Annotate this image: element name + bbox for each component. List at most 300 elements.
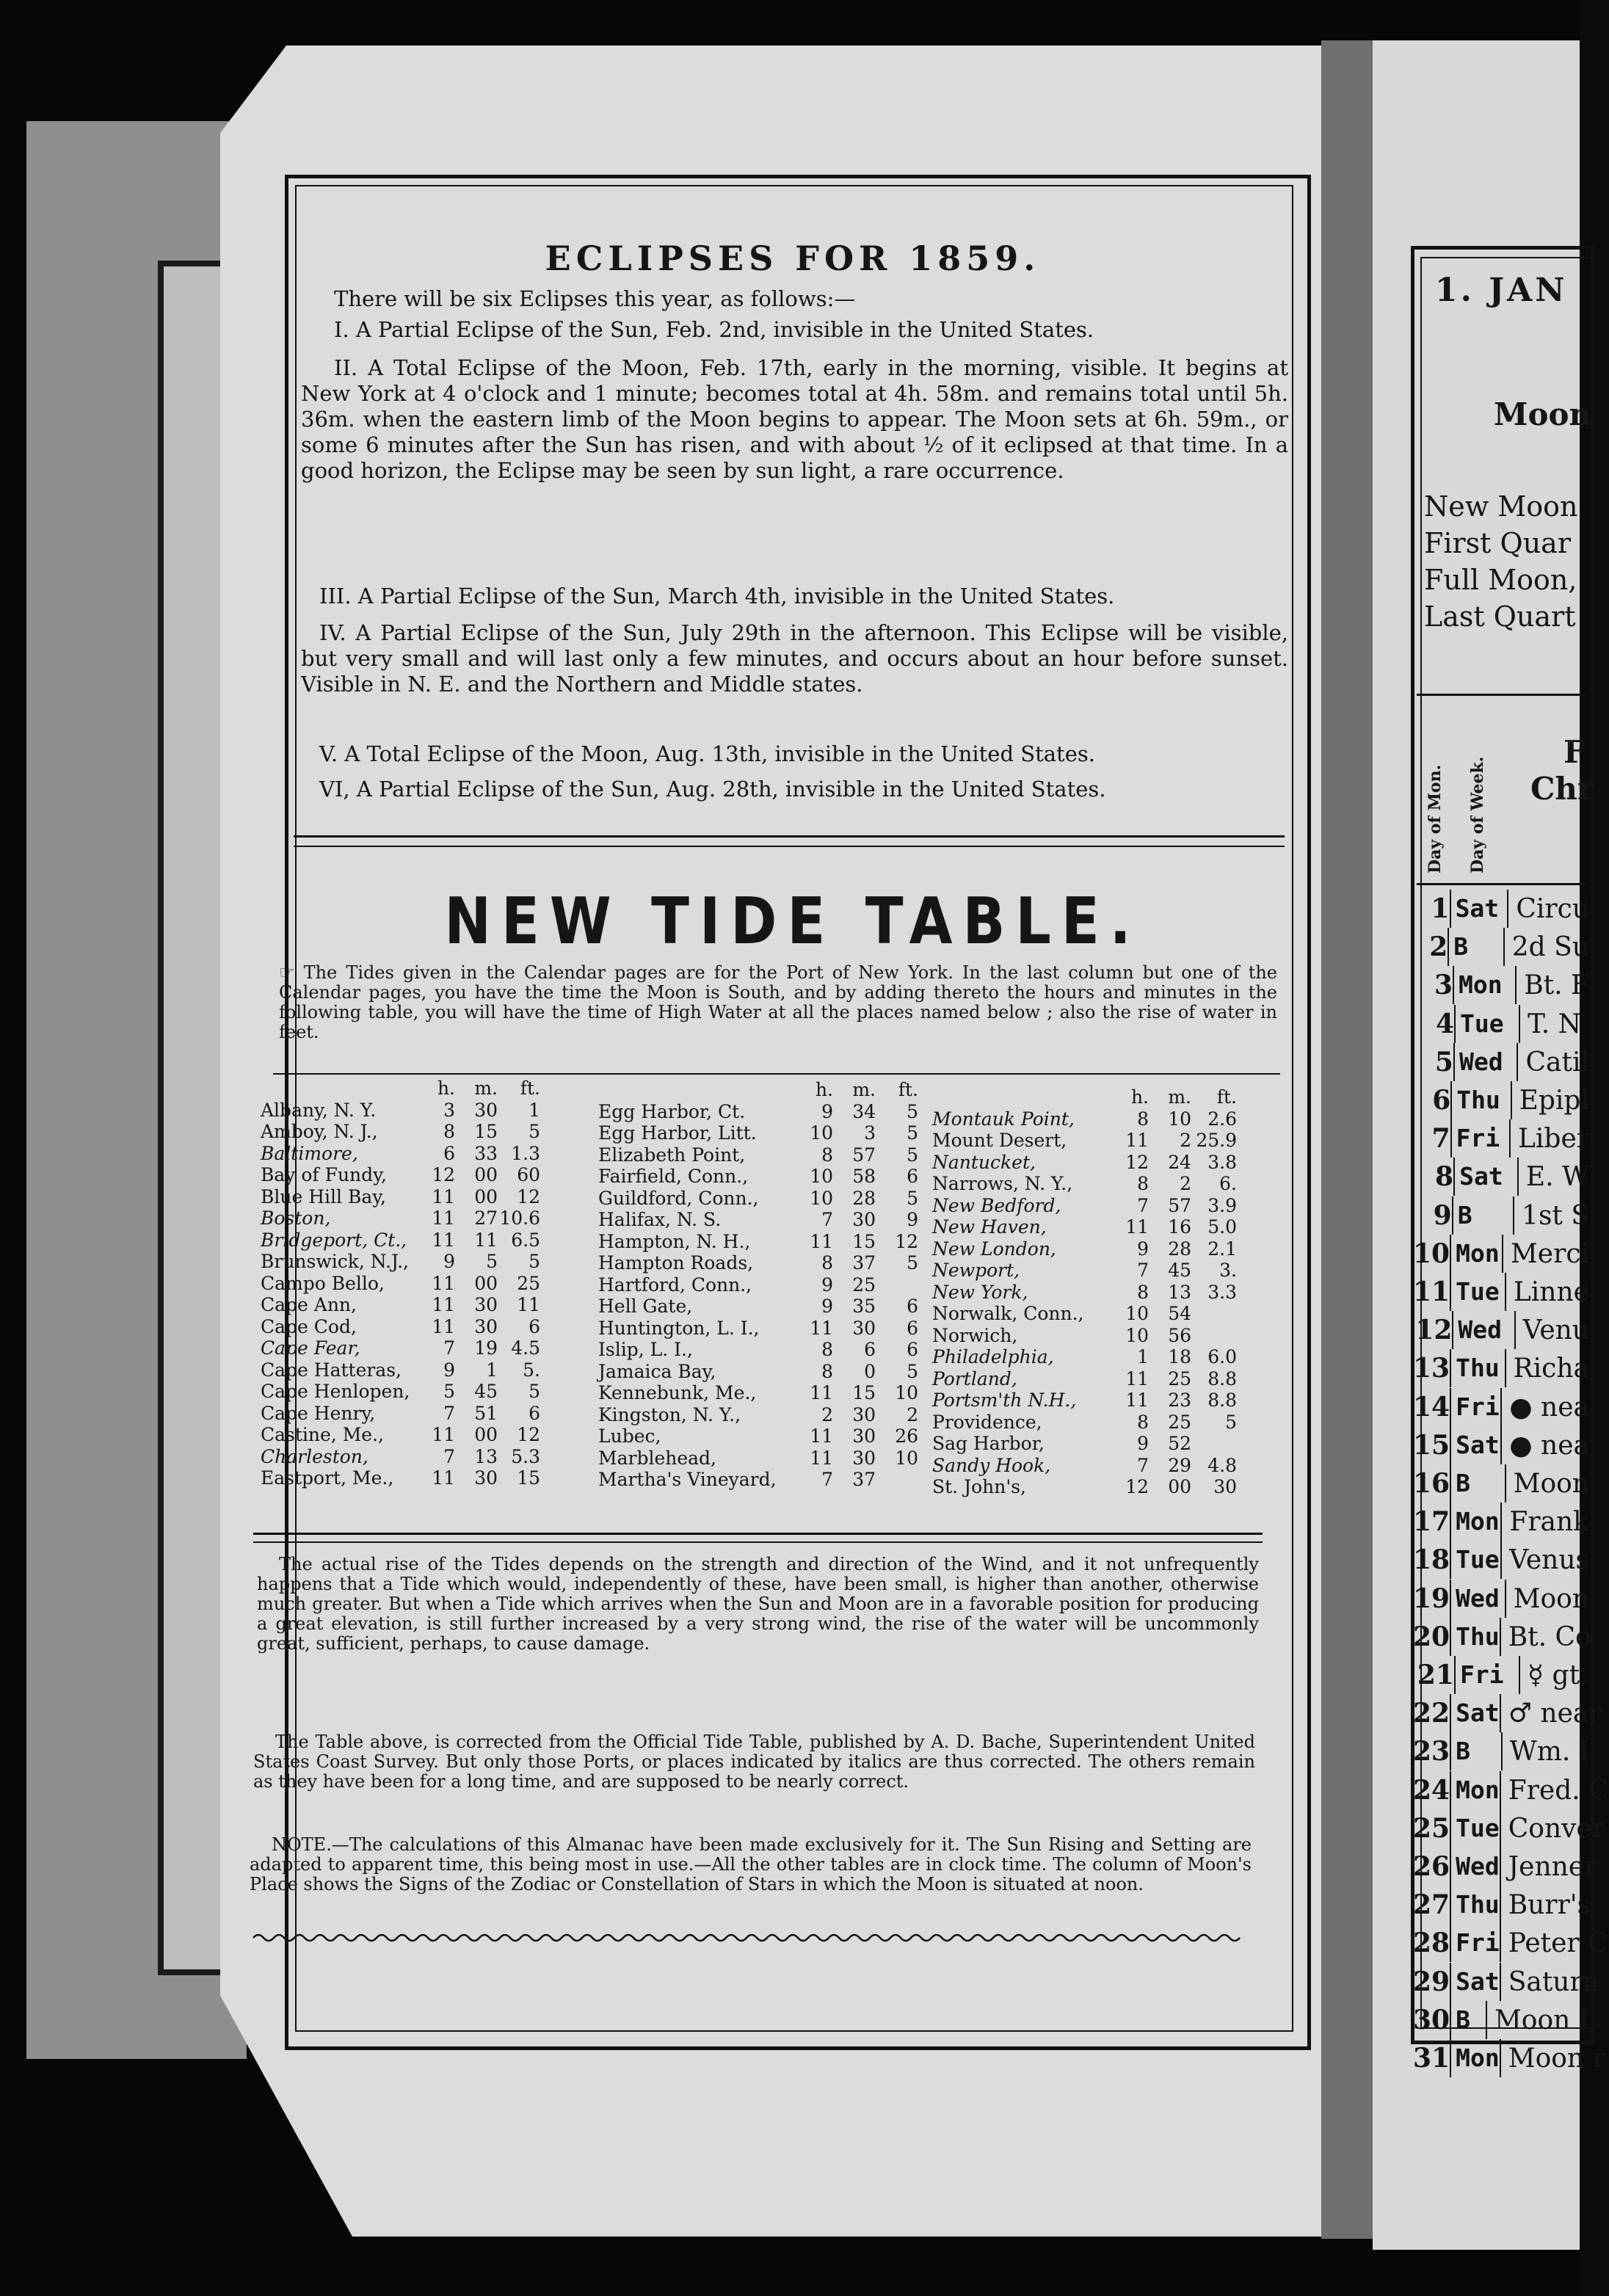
hours-value: 1 [1137,1346,1149,1367]
day-of-month: 8 [1435,1161,1454,1192]
minutes-value: 13 [1168,1281,1191,1303]
tide-row [598,1469,918,1491]
place-name: Cape Hatteras, [261,1359,402,1381]
minutes-value: 00 [474,1164,498,1185]
table-top-rule [273,1073,1280,1075]
place-name: Cape Cod, [261,1315,357,1337]
tide-column-header [932,1086,1237,1108]
day-of-week: B [1452,1196,1514,1235]
minutes-value: 33 [474,1142,498,1164]
hours-value: 11 [1125,1130,1149,1151]
day-of-month: 13 [1413,1353,1450,1384]
place-name: Huntington, L. I., [598,1317,760,1339]
calendar-day-row [1413,1809,1605,1848]
minutes-value: 15 [852,1382,876,1403]
calendar-event: Venus [1509,1544,1589,1575]
minutes-value: 56 [1168,1324,1191,1346]
place-name: Egg Harbor, Ct. [598,1100,746,1122]
hours-value: 3 [443,1099,455,1121]
day-of-week: Wed [1450,1580,1506,1618]
tide-intro: ☞ The Tides given in the Calendar pages are for the Port of New York. In the last column but one of the Calendar pages, you have the time the Moon is South, and by adding thereto the hours and minutes in the following table, you will have the time of High Water at all the places named below ; also the rise of water in feet. [279,962,1277,1042]
day-of-week: Sat [1450,890,1509,928]
place-name: Hampton, N. H., [598,1230,751,1252]
place-name: Narrows, N. Y., [932,1173,1073,1194]
day-of-month: 30 [1413,2005,1450,2035]
calendar-event: Peter C [1508,1928,1608,1958]
feet-value: 6 [907,1317,918,1339]
feet-value [876,1274,918,1296]
hours-value: 9 [821,1274,833,1296]
minutes-value: 45 [1168,1260,1191,1281]
day-of-month: 14 [1413,1392,1450,1423]
calendar-day-row [1413,1503,1589,1541]
tide-column-2 [598,1079,918,1491]
feet-value: 15 [517,1467,540,1489]
feet-value: 12 [517,1424,540,1445]
day-of-month: 4 [1435,1009,1454,1039]
hours-value: 8 [443,1121,455,1142]
tide-row [932,1238,1237,1260]
place-name: Jamaica Bay, [598,1360,716,1382]
minutes-value: 5 [486,1251,498,1272]
hours-value: 10 [810,1122,833,1144]
place-name: Newport, [932,1260,1020,1281]
eclipses-intro: There will be six Eclipses this year, as follows:— [334,286,856,311]
tide-row [932,1282,1237,1304]
day-of-week: Fri [1454,1656,1520,1694]
minutes-value: 11 [474,1229,498,1251]
day-of-week: B [1450,1464,1506,1503]
header-ft: ft. [1216,1086,1237,1108]
feet-value: 3.9 [1207,1194,1237,1216]
feet-value: 10 [895,1382,918,1403]
hours-value: 2 [821,1403,833,1425]
calendar-event: Wm. I [1509,1736,1589,1767]
hours-value: 11 [432,1467,455,1489]
table-bottom-rule [253,1533,1263,1535]
hours-value: 11 [432,1294,455,1315]
place-name: New Bedford, [932,1194,1061,1216]
day-of-month: 27 [1413,1889,1450,1920]
feet-value: 6 [529,1315,540,1337]
feet-value: 2.6 [1207,1108,1237,1130]
minutes-value: 00 [474,1185,498,1207]
moon-phases-heading: Moon [1494,396,1592,432]
feet-value: 5 [907,1187,918,1209]
hours-value: 11 [1125,1367,1149,1389]
minutes-value: 57 [852,1144,876,1166]
calendar-day-row [1413,1158,1589,1196]
tide-row [261,1381,540,1403]
header-m: m. [474,1078,498,1099]
calendar-day-row [1413,928,1589,966]
calendar-event: Circu [1516,893,1589,924]
minutes-value: 15 [474,1121,498,1142]
tide-row [261,1186,540,1208]
minutes-value: 25 [1168,1411,1191,1433]
day-of-month: 11 [1413,1276,1450,1307]
header-ft: ft. [520,1078,540,1099]
tide-row [598,1209,918,1231]
phase-full-moon: Full Moon, [1424,564,1577,596]
tide-row [598,1382,918,1404]
day-of-month: 15 [1413,1430,1450,1461]
eclipse-item-2: II. A Total Eclipse of the Moon, Feb. 17th, early in the morning, visible. It begins at New York at 4 o'clock and 1 minute; becomes total at 4h. 58m. and remains total until 5h. 36m. when the eastern limb of the Moon begins to appear. The Moon sets at 6h. 59m., or some 6 minutes after the Sun has risen, and with about ½ of it eclipsed at that time. In a good horizon, the Eclipse may be seen by sun light, a rare occurrence. [301,355,1288,483]
feet-value: 5 [907,1360,918,1382]
day-of-week: Thu [1450,1618,1501,1656]
calendar-event: E. W [1525,1161,1589,1192]
day-of-month: 19 [1413,1583,1450,1614]
day-of-week: Tue [1450,1809,1501,1848]
place-name: Norwalk, Conn., [932,1303,1084,1324]
tide-row [598,1361,918,1383]
place-name: Elizabeth Point, [598,1144,746,1166]
hours-value: 9 [443,1251,455,1272]
tide-row [261,1164,540,1186]
feet-value: 5 [1225,1411,1237,1433]
tide-column-header [598,1079,918,1101]
feet-value: 3.8 [1207,1151,1237,1173]
tide-row [598,1447,918,1469]
day-of-week: Mon [1450,1771,1501,1809]
header-h: h. [437,1078,455,1099]
feet-value: 6. [1219,1173,1237,1194]
minutes-value: 29 [1168,1454,1191,1476]
calendar-day-row [1413,1311,1589,1349]
place-name: Norwich, [932,1324,1018,1346]
day-of-week: Tue [1450,1541,1502,1579]
section-divider [294,835,1285,838]
hours-value: 5 [443,1381,455,1402]
calendar-day-row [1413,1656,1589,1694]
calendar-day-row [1413,1081,1589,1119]
hours-value: 7 [1137,1454,1149,1476]
day-of-week: Wed [1450,1848,1501,1886]
minutes-value: 15 [852,1230,876,1252]
minutes-value: 30 [852,1403,876,1425]
minutes-value: 30 [852,1447,876,1469]
place-name: Guildford, Conn., [598,1187,759,1209]
hours-value: 11 [432,1185,455,1207]
calendar-event: Fred. C [1508,1775,1609,1806]
calendar-event: Richa [1513,1353,1589,1384]
place-name: St. John's, [932,1476,1026,1497]
calendar-event: Frank [1509,1506,1589,1537]
day-of-week: B [1450,1732,1503,1770]
place-name: New London, [932,1238,1056,1260]
calendar-day-row [1413,1732,1589,1770]
feet-value: 5 [907,1100,918,1122]
phase-last-quarter: Last Quart [1424,600,1576,633]
feet-value: 9 [907,1209,918,1230]
day-of-week: Fri [1450,1119,1511,1158]
tide-row [598,1166,918,1188]
hours-value: 7 [1137,1260,1149,1281]
place-name: Mount Desert, [932,1130,1067,1151]
calendar-event: Jenner [1508,1851,1597,1882]
day-of-week: Fri [1450,1924,1501,1962]
place-name: Lubec, [598,1425,661,1447]
section-divider-thin [294,846,1285,847]
calendar-day-row [1413,1963,1599,2001]
place-name: Campo Bello, [261,1272,385,1294]
calendar-day-row [1413,1618,1589,1656]
minutes-value: 28 [852,1187,876,1209]
day-of-week: Thu [1450,1081,1511,1119]
tide-row [261,1207,540,1229]
calendar-day-row [1413,1349,1589,1387]
hours-value: 8 [821,1339,833,1360]
tide-row [598,1101,918,1123]
hours-value: 7 [443,1402,455,1424]
calendar-day-row [1413,2039,1605,2077]
calendar-event: Catil [1525,1047,1589,1078]
day-of-month: 20 [1413,1621,1450,1652]
feet-value: 5 [529,1251,540,1272]
place-name: Hartford, Conn., [598,1274,752,1296]
day-of-month: 6 [1432,1085,1451,1116]
place-name: Halifax, N. S. [598,1209,722,1230]
calendar-day-row [1413,1043,1589,1081]
place-name: Providence, [932,1411,1042,1433]
tide-note-correction: The Table above, is corrected from the Official Tide Table, published by A. D. Bache, Superintendent United States Coast Survey. But only those Ports, or places indicated by italics are thus corrected. The others remain as they have been for a long time, and are supposed to be nearly correct. [253,1732,1255,1792]
minutes-value: 25 [852,1274,876,1296]
day-of-month: 31 [1413,2043,1450,2074]
calendar-event: Merci [1510,1238,1589,1269]
minutes-value: 18 [1168,1346,1191,1367]
calendar-day-row [1413,1694,1602,1732]
place-name: Brunswick, N.J., [261,1251,409,1272]
day-of-week: B [1448,928,1505,966]
calendar-day-row [1413,1388,1589,1426]
day-of-month: 5 [1434,1047,1453,1078]
phase-first-quarter: First Quar [1424,527,1571,559]
minutes-value: 35 [852,1296,876,1317]
minutes-value: 27 [474,1207,498,1229]
feet-value: 12 [517,1185,540,1207]
tide-row [932,1368,1237,1390]
header-m: m. [852,1079,876,1100]
day-of-month: 26 [1413,1851,1450,1882]
calendar-event: Liber [1518,1123,1589,1154]
minutes-value: 2 [1180,1173,1191,1194]
header-m: m. [1168,1086,1191,1108]
place-name: Egg Harbor, Litt. [598,1122,757,1144]
minutes-value: 24 [1168,1151,1191,1173]
minutes-value: 37 [852,1469,876,1490]
tide-row [261,1337,540,1359]
table-bottom-rule-thin [253,1541,1263,1543]
calendar-day-row [1413,1464,1589,1503]
calendar-day-row [1413,1924,1608,1962]
place-name: Philadelphia, [932,1346,1054,1367]
day-of-week: B [1450,2001,1487,2039]
place-name: Bridgeport, Ct., [261,1229,407,1251]
tide-row [598,1404,918,1426]
day-of-week: Tue [1450,1273,1506,1311]
hours-value: 9 [1137,1238,1149,1260]
tide-row [261,1359,540,1381]
tide-row [932,1195,1237,1217]
feet-value: 10.6 [499,1207,540,1229]
tide-row [932,1389,1237,1412]
minutes-value: 52 [1168,1433,1191,1454]
day-of-month: 12 [1415,1315,1453,1345]
hours-value: 10 [1125,1303,1149,1324]
minutes-value: 34 [852,1100,876,1122]
calendar-event: Moon I [1494,2005,1589,2035]
feet-value: 5.0 [1207,1216,1237,1238]
eclipse-item-4: IV. A Partial Eclipse of the Sun, July 29th in the afternoon. This Eclipse will be visible, but very small and will last only a few minutes, and occurs about an hour before sunset. Visible in N. E. and the Northern and Middle states. [301,620,1288,697]
hours-value: 8 [1137,1108,1149,1130]
minutes-value: 30 [474,1099,498,1121]
tide-row [261,1403,540,1425]
minutes-value: 45 [474,1381,498,1402]
feet-value: 6.0 [1207,1346,1237,1367]
feet-value: 5 [907,1122,918,1144]
calendar-event: Bt. Co [1508,1621,1591,1652]
tide-row [932,1173,1237,1195]
feet-value: 25 [517,1272,540,1294]
minutes-value: 30 [852,1317,876,1339]
place-name: Bay of Fundy, [261,1164,387,1185]
place-name: Kingston, N. Y., [598,1403,741,1425]
minutes-value: 00 [1168,1476,1191,1497]
feet-value: 26 [895,1425,918,1447]
day-of-month: 3 [1434,970,1453,1000]
feet-value: 60 [517,1164,540,1185]
tide-row [598,1252,918,1274]
place-name: Martha's Vineyard, [598,1469,777,1490]
place-name: New York, [932,1281,1028,1303]
tide-row [932,1325,1237,1347]
calendar-day-row [1413,1119,1589,1158]
calendar-event: 1st S [1522,1200,1589,1231]
hours-value: 11 [1125,1216,1149,1238]
feet-value: 2.1 [1207,1238,1237,1260]
place-name: Sandy Hook, [932,1454,1051,1476]
day-of-week: Tue [1454,1005,1520,1043]
hours-value: 11 [810,1447,833,1469]
calendar-event: Moon [1513,1468,1589,1499]
feet-value: 11 [517,1294,540,1315]
day-of-week: Thu [1450,1886,1501,1924]
day-of-month: 10 [1413,1238,1450,1269]
day-of-month: 16 [1413,1468,1450,1499]
place-name: Fairfield, Conn., [598,1166,749,1187]
minutes-value: 30 [852,1209,876,1230]
feet-value: 5. [523,1359,540,1381]
hours-value: 7 [821,1209,833,1230]
eclipse-item-3: III. A Partial Eclipse of the Sun, March 4th, invisible in the United States. [319,584,1115,608]
minutes-value: 2 [1180,1130,1191,1151]
feet-value: 30 [1213,1476,1237,1497]
hours-value: 8 [1137,1173,1149,1194]
day-of-month: 23 [1413,1736,1450,1767]
tide-row [598,1188,918,1210]
tide-row [261,1316,540,1338]
hours-value: 11 [810,1230,833,1252]
minutes-value: 1 [486,1359,498,1381]
day-of-week: Wed [1453,1043,1519,1081]
place-name: Nantucket, [932,1151,1036,1173]
place-name: Marblehead, [598,1447,716,1469]
calendar-day-row [1413,1886,1589,1924]
tide-row [932,1455,1237,1477]
minutes-value: 30 [474,1467,498,1489]
hours-value: 12 [1125,1151,1149,1173]
tide-table-title: NEW TIDE TABLE. [444,883,1141,959]
minutes-value: 6 [864,1339,876,1360]
tide-row [598,1144,918,1166]
place-name: Castine, Me., [261,1424,384,1445]
calendar-day-row [1413,890,1589,928]
decorative-wavy-rule [253,1931,1244,1944]
minutes-value: 54 [1168,1303,1191,1324]
day-of-week: Wed [1452,1311,1515,1349]
day-of-month: 28 [1413,1928,1450,1958]
calendar-event: 2d Su [1511,931,1589,962]
day-of-month: 9 [1433,1200,1452,1231]
calendar-day-row [1413,1196,1589,1235]
tide-row [932,1260,1237,1282]
eclipses-title: ECLIPSES FOR 1859. [545,239,1041,278]
minutes-value: 30 [474,1315,498,1337]
calendar-event: Moon r [1508,2043,1605,2074]
calendar-event: T. N [1528,1009,1582,1039]
hours-value: 6 [443,1142,455,1164]
book-gutter [1321,40,1373,2239]
day-of-week: Sat [1450,1426,1502,1464]
place-name: Islip, L. I., [598,1339,693,1360]
feet-value: 1.3 [511,1142,540,1164]
tide-row [932,1346,1237,1368]
day-of-month: 25 [1413,1813,1450,1844]
tide-row [261,1251,540,1273]
tide-row [598,1296,918,1318]
feet-value: 6 [907,1339,918,1360]
day-of-week: Mon [1450,1503,1502,1541]
hours-value: 10 [810,1187,833,1209]
calendar-event: ♂ near [1508,1698,1602,1729]
day-of-month: 24 [1413,1775,1450,1806]
tide-row [261,1229,540,1251]
day-of-month: 21 [1417,1660,1454,1690]
day-of-week: Fri [1450,1388,1502,1426]
hours-value: 10 [810,1166,833,1187]
feet-value: 4.8 [1207,1454,1237,1476]
tide-row [932,1130,1237,1152]
phase-new-moon: New Moon [1424,490,1578,523]
feet-value: 5 [907,1144,918,1166]
feet-value: 3. [1219,1260,1237,1281]
feet-value: 25.9 [1196,1130,1237,1151]
tide-row [261,1467,540,1489]
place-name: Amboy, N. J., [261,1121,378,1142]
place-name: Cape Henry, [261,1402,376,1424]
day-of-month: 7 [1431,1123,1450,1154]
place-name: Cape Henlopen, [261,1381,410,1402]
tide-row [932,1216,1237,1238]
calendar-day-row [1413,1005,1589,1043]
header-day-of-week: Day of Week. [1468,756,1487,873]
eclipse-item-1: I. A Partial Eclipse of the Sun, Feb. 2nd, invisible in the United States. [334,317,1094,342]
calendar-event: Burr's [1508,1889,1591,1920]
place-name: Hampton Roads, [598,1252,754,1274]
place-name: Eastport, Me., [261,1467,394,1489]
feet-value: 6 [529,1402,540,1424]
minutes-value: 3 [864,1122,876,1144]
